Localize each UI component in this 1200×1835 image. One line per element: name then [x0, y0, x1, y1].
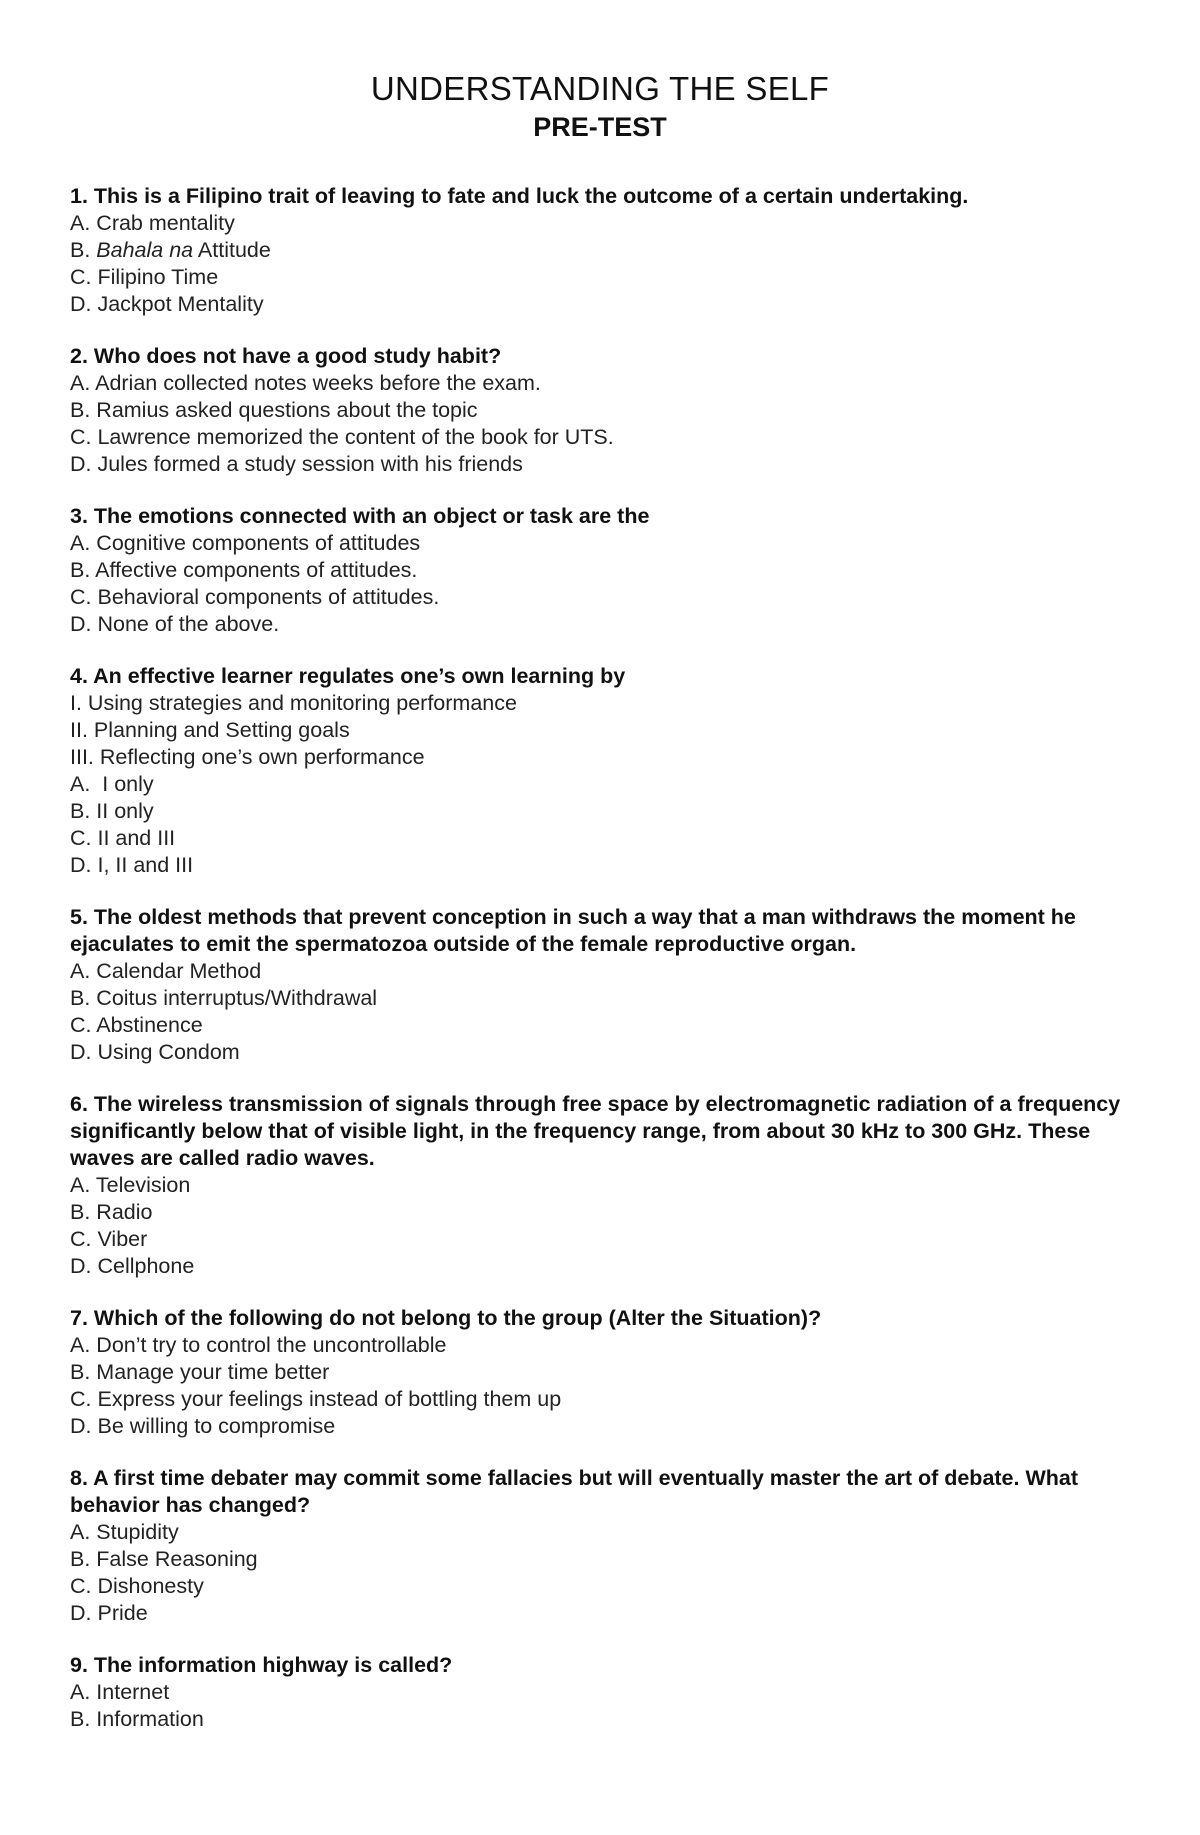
question-6-option-a: A. Television [70, 1173, 191, 1197]
question-9 [70, 1652, 1150, 1733]
question-4-statement-i: I. Using strategies and monitoring performance [70, 691, 517, 715]
question-6-text: 6. The wireless transmission of signals through free space by electromagnetic radiation of a frequency significantly below that of visible light, in the frequency range, from about 30 kHz to 300 GHz. These waves are called radio waves. [70, 1092, 1121, 1170]
question-1-option-b [70, 237, 1150, 264]
question-4 [70, 663, 1150, 879]
question-7-option-c: C. Express your feelings instead of bottling them up [70, 1387, 562, 1411]
question-3-option-b: B. Affective components of attitudes. [70, 558, 418, 582]
question-5-option-c: C. Abstinence [70, 1013, 203, 1037]
question-2-text: 2. Who does not have a good study habit? [70, 344, 502, 368]
question-8-option-b: B. False Reasoning [70, 1547, 258, 1571]
question-5-option-d: D. Using Condom [70, 1040, 240, 1064]
question-6 [70, 1091, 1150, 1280]
question-3 [70, 503, 1150, 638]
question-4-option-c: C. II and III [70, 826, 176, 850]
question-3-option-c: C. Behavioral components of attitudes. [70, 585, 440, 609]
question-2 [70, 343, 1150, 478]
question-8 [70, 1465, 1150, 1627]
question-4-statement-iii: III. Reflecting one’s own performance [70, 745, 425, 769]
question-2-option-a: A. Adrian collected notes weeks before the exam. [70, 371, 541, 395]
question-3-text: 3. The emotions connected with an object or task are the [70, 504, 650, 528]
question-1-text: 1. This is a Filipino trait of leaving to fate and luck the outcome of a certain undertaking. [70, 184, 969, 208]
question-1-option-d: D. Jackpot Mentality [70, 292, 264, 316]
document-subtitle: PRE-TEST [533, 112, 667, 142]
question-1 [70, 183, 1150, 318]
question-5-text: 5. The oldest methods that prevent conception in such a way that a man withdraws the moment he ejaculates to emit the spermatozoa outside of the female reproductive organ. [70, 905, 1076, 956]
document-title: UNDERSTANDING THE SELF [370, 70, 830, 107]
question-1-option-c: C. Filipino Time [70, 265, 219, 289]
question-4-option-d: D. I, II and III [70, 853, 194, 877]
question-5 [70, 904, 1150, 1066]
question-4-statement-ii: II. Planning and Setting goals [70, 718, 350, 742]
question-4-text: 4. An effective learner regulates one’s own learning by [70, 664, 626, 688]
question-9-text: 9. The information highway is called? [70, 1653, 453, 1677]
question-3-option-d: D. None of the above. [70, 612, 280, 636]
document-header [0, 70, 1200, 144]
question-7-option-d: D. Be willing to compromise [70, 1414, 336, 1438]
question-7-text: 7. Which of the following do not belong to the group (Alter the Situation)? [70, 1306, 822, 1330]
question-6-option-d: D. Cellphone [70, 1254, 195, 1278]
option-b-prefix: B. [70, 238, 97, 262]
question-2-option-c: C. Lawrence memorized the content of the book for UTS. [70, 425, 614, 449]
question-8-option-c: C. Dishonesty [70, 1574, 204, 1598]
question-2-option-b: B. Ramius asked questions about the topic [70, 398, 478, 422]
question-2-option-d: D. Jules formed a study session with his friends [70, 452, 523, 476]
question-6-option-b: B. Radio [70, 1200, 153, 1224]
question-5-option-b: B. Coitus interruptus/Withdrawal [70, 986, 378, 1010]
question-7 [70, 1305, 1150, 1440]
question-9-option-a: A. Internet [70, 1680, 170, 1704]
question-8-text: 8. A first time debater may commit some fallacies but will eventually master the art of debate. What behavior has changed? [70, 1466, 1079, 1517]
question-3-option-a: A. Cognitive components of attitudes [70, 531, 421, 555]
option-b-rest: Attitude [193, 238, 271, 262]
question-8-option-a: A. Stupidity [70, 1520, 179, 1544]
question-4-option-b: B. II only [70, 799, 154, 823]
question-7-option-b: B. Manage your time better [70, 1360, 330, 1384]
question-1-option-a: A. Crab mentality [70, 211, 235, 235]
option-b-italic-term: Bahala na [96, 238, 194, 262]
question-8-option-d: D. Pride [70, 1601, 148, 1625]
question-9-option-b: B. Information [70, 1707, 204, 1731]
question-7-option-a: A. Don’t try to control the uncontrollable [70, 1333, 447, 1357]
question-4-option-a: A. I only [70, 772, 154, 796]
question-6-option-c: C. Viber [70, 1227, 148, 1251]
question-list [70, 183, 1150, 1758]
question-5-option-a: A. Calendar Method [70, 959, 262, 983]
